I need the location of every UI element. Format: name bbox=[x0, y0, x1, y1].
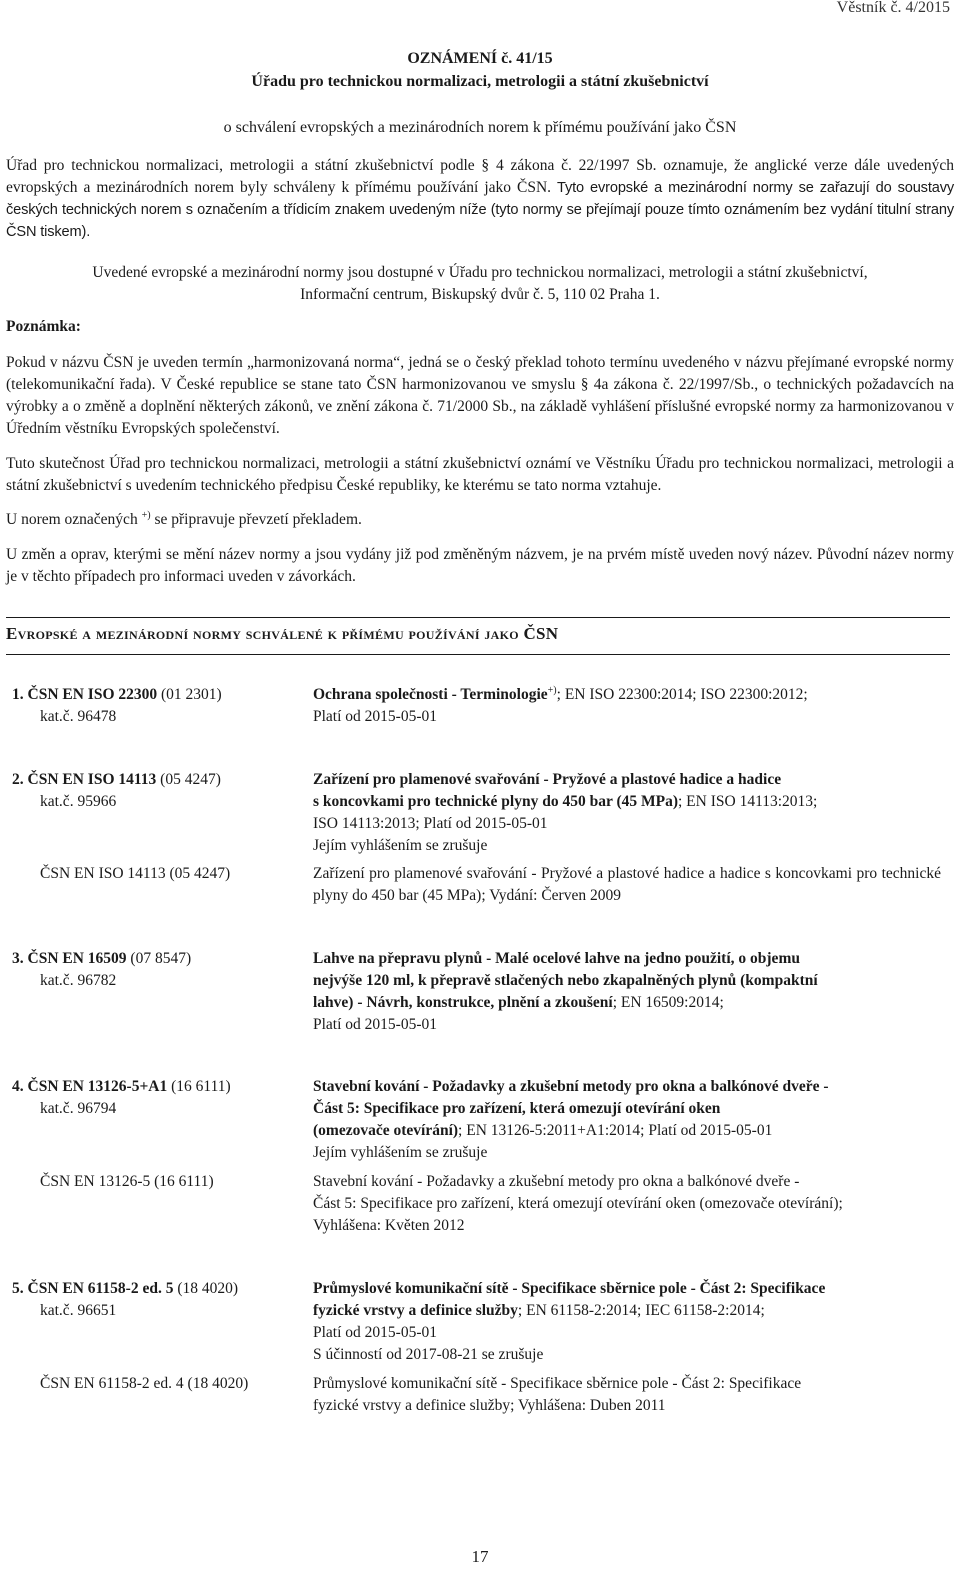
valid-from: ISO 14113:2013; Platí od 2015-05-01 bbox=[313, 815, 548, 832]
standard-item-2-description bbox=[313, 769, 941, 857]
announcement-subject: o schválení evropských a mezinárodních norem k přímému používání jako ČSN bbox=[223, 119, 737, 136]
note-paragraph-1: Pokud v názvu ČSN je uveden termín „harmonizovaná norma“, jedná se o český překlad tohoto termínu uvedeného v názvu přejímané evropské normy (telekomunikační řada). V České republice se stane tato ČSN harmonizovanou ve smyslu § 4a zákona č. 22/1997/Sb., o technických požadavcích na výrobky a o změně a doplnění některých zákonů, ve znění zákona č. 71/2000 Sb., na základě vyhlášení příslušné evropské normy za harmonizovanou v Úředním věstníku Evropských společenství. bbox=[6, 354, 954, 437]
announcement-office: Úřadu pro technickou normalizaci, metrologii a státní zkušebnictví bbox=[251, 73, 709, 90]
valid-from: Platí od 2015-05-01 bbox=[313, 1016, 437, 1033]
standard-item-5-code bbox=[12, 1278, 312, 1322]
standard-title-line: lahve) - Návrh, konstrukce, plnění a zkoušení bbox=[313, 994, 613, 1011]
standard-title-line: nejvýše 120 ml, k přepravě stlačených nebo zkapalněných plynů (kompaktní bbox=[313, 972, 818, 989]
replaced-title-line: fyzické vrstvy a definice služby; Vyhlášena: Duben 2011 bbox=[313, 1397, 666, 1414]
standard-title: Ochrana společnosti - Terminologie bbox=[313, 686, 548, 703]
replaced-standard-2-description: Zařízení pro plamenové svařování - Pryžové a plastové hadice a hadice s koncovkami pro technické plyny do 450 bar (45 MPa); Vydání: Červen 2009 bbox=[313, 865, 941, 904]
standard-item-4-description bbox=[313, 1076, 941, 1164]
replaces-label: Jejím vyhlášením se zrušuje bbox=[313, 837, 488, 854]
standard-refs: ; EN 16509:2014; bbox=[612, 994, 724, 1011]
catalog-number: kat.č. 95966 bbox=[40, 793, 117, 810]
standard-refs: ; EN 61158-2:2014; IEC 61158-2:2014; bbox=[517, 1302, 765, 1319]
classification-code: (18 4020) bbox=[173, 1280, 239, 1297]
classification-code: (05 4247) bbox=[156, 771, 221, 788]
replaced-standard-code: ČSN EN 13126-5 (16 6111) bbox=[40, 1173, 214, 1190]
catalog-number: kat.č. 96782 bbox=[40, 972, 117, 989]
intro-text-sans: Tyto evropské a mezinárodní normy se zařazují do soustavy českých technických norem s označením a třídicím znakem uvedeným níže (tyto normy se přejímají pouze tímto oznámením bez vydání titulní strany ČSN tiskem). bbox=[6, 180, 954, 240]
replaced-title-line: Stavební kování - Požadavky a zkušební metody pro okna a balkónové dveře - bbox=[313, 1173, 800, 1190]
announcement-number: OZNÁMENÍ č. 41/15 bbox=[407, 50, 553, 67]
standard-number: 5. ČSN EN 61158-2 ed. 5 bbox=[12, 1280, 174, 1297]
standard-number: 2. ČSN EN ISO 14113 bbox=[12, 771, 157, 788]
catalog-number: kat.č. 96794 bbox=[40, 1100, 117, 1117]
availability-line-2: Informační centrum, Biskupský dvůr č. 5, 110 02 Praha 1. bbox=[300, 286, 660, 303]
replaced-standard-5-code bbox=[12, 1373, 312, 1395]
valid-from: Platí od 2015-05-01 bbox=[313, 708, 437, 725]
standard-title-line: (omezovače otevírání) bbox=[313, 1122, 459, 1139]
classification-code: (07 8547) bbox=[126, 950, 192, 967]
standard-item-3-code bbox=[12, 948, 312, 992]
classification-code: (16 6111) bbox=[167, 1078, 231, 1095]
translation-mark: +) bbox=[141, 510, 151, 521]
standard-item-4-code bbox=[12, 1076, 312, 1120]
intro-paragraph bbox=[6, 155, 954, 243]
standard-item-1-description bbox=[313, 684, 941, 728]
note-p3-text: U norem označených bbox=[6, 511, 142, 528]
replaced-announced: Vyhlášena: Květen 2012 bbox=[313, 1217, 465, 1234]
standard-title-line: Stavební kování - Požadavky a zkušební metody pro okna a balkónové dveře - bbox=[313, 1078, 829, 1095]
standard-title-line: Část 5: Specifikace pro zařízení, která omezují otevírání oken bbox=[313, 1100, 721, 1117]
classification-code: (01 2301) bbox=[157, 686, 222, 703]
standard-number: 3. ČSN EN 16509 bbox=[12, 950, 127, 967]
section-heading-text: Evropské a mezinárodní normy schválené k přímému používání jako ČSN bbox=[6, 624, 559, 643]
standard-title-line: Lahve na přepravu plynů - Malé ocelové lahve na jedno použití, o objemu bbox=[313, 950, 800, 967]
replaced-standard-4-code bbox=[12, 1171, 312, 1193]
standard-item-3-description bbox=[313, 948, 941, 1036]
replaces-label: Jejím vyhlášením se zrušuje bbox=[313, 1144, 488, 1161]
catalog-number: kat.č. 96478 bbox=[40, 708, 117, 725]
translation-mark: +) bbox=[547, 685, 557, 696]
note-paragraph-4: U změn a oprav, kterými se mění název normy a jsou vydány již pod změněným názvem, je na prvém místě uveden nový název. Původní název normy je v těchto případech pro informaci uveden v závorkách. bbox=[6, 546, 954, 585]
standard-item-2-code bbox=[12, 769, 312, 813]
standard-title-line: fyzické vrstvy a definice služby bbox=[313, 1302, 518, 1319]
replaced-title-line: Průmyslové komunikační sítě - Specifikace sběrnice pole - Část 2: Specifikace bbox=[313, 1375, 802, 1392]
section-heading bbox=[6, 617, 950, 646]
standard-refs: ; EN ISO 22300:2014; ISO 22300:2012; bbox=[556, 686, 808, 703]
replaces-label: S účinností od 2017-08-21 se zrušuje bbox=[313, 1346, 544, 1363]
note-heading: Poznámka: bbox=[6, 318, 81, 335]
availability-notice bbox=[6, 262, 954, 306]
standard-title-line: Průmyslové komunikační sítě - Specifikace sběrnice pole - Část 2: Specifikace bbox=[313, 1280, 826, 1297]
standard-title-line: Zařízení pro plamenové svařování - Pryžové a plastové hadice a hadice bbox=[313, 771, 782, 788]
replaced-standard-5-description bbox=[313, 1373, 941, 1417]
replaced-title-line: Část 5: Specifikace pro zařízení, která omezují otevírání oken (omezovače otevírání); bbox=[313, 1195, 843, 1212]
standard-number: 4. ČSN EN 13126-5+A1 bbox=[12, 1078, 168, 1095]
availability-line-1: Uvedené evropské a mezinárodní normy jsou dostupné v Úřadu pro technickou normalizaci, metrologii a státní zkušebnictví, bbox=[92, 264, 868, 281]
catalog-number: kat.č. 96651 bbox=[40, 1302, 117, 1319]
note-paragraph-3 bbox=[6, 509, 954, 531]
intro-text-serif: Úřad pro technickou normalizaci, metrologii a státní zkušebnictví podle § 4 zákona č. 22/1997 Sb. oznamuje, že anglické verze dále uvedených evropských a mezinárodních norem byly schváleny k přímému používání jako ČSN. bbox=[6, 157, 954, 196]
replaced-standard-4-description bbox=[313, 1171, 941, 1237]
note-p3-text-end: se připravuje převzetí překladem. bbox=[150, 511, 362, 528]
note-paragraph-2: Tuto skutečnost Úřad pro technickou normalizaci, metrologii a státní zkušebnictví oznámí ve Věstníku Úřadu pro technickou normalizaci, metrologii a státní zkušebnictví s uvedením technického předpisu České republiky, ke kterému se tato norma vztahuje. bbox=[6, 455, 954, 494]
standard-title-line: s koncovkami pro technické plyny do 450 bar (45 MPa) bbox=[313, 793, 678, 810]
section-heading-rule bbox=[6, 654, 950, 655]
replaced-standard-code: ČSN EN ISO 14113 (05 4247) bbox=[40, 865, 231, 882]
standard-refs: ; EN 13126-5:2011+A1:2014; Platí od 2015-05-01 bbox=[458, 1122, 773, 1139]
standard-number: 1. ČSN EN ISO 22300 bbox=[12, 686, 158, 703]
standard-item-5-description bbox=[313, 1278, 941, 1366]
replaced-standard-2-code bbox=[12, 863, 312, 885]
page-number: 17 bbox=[471, 1547, 489, 1566]
running-header: Věstník č. 4/2015 bbox=[836, 0, 950, 16]
valid-from: Platí od 2015-05-01 bbox=[313, 1324, 437, 1341]
replaced-standard-code: ČSN EN 61158-2 ed. 4 (18 4020) bbox=[40, 1375, 249, 1392]
standard-refs: ; EN ISO 14113:2013; bbox=[678, 793, 818, 810]
standard-item-1-code bbox=[12, 684, 312, 728]
